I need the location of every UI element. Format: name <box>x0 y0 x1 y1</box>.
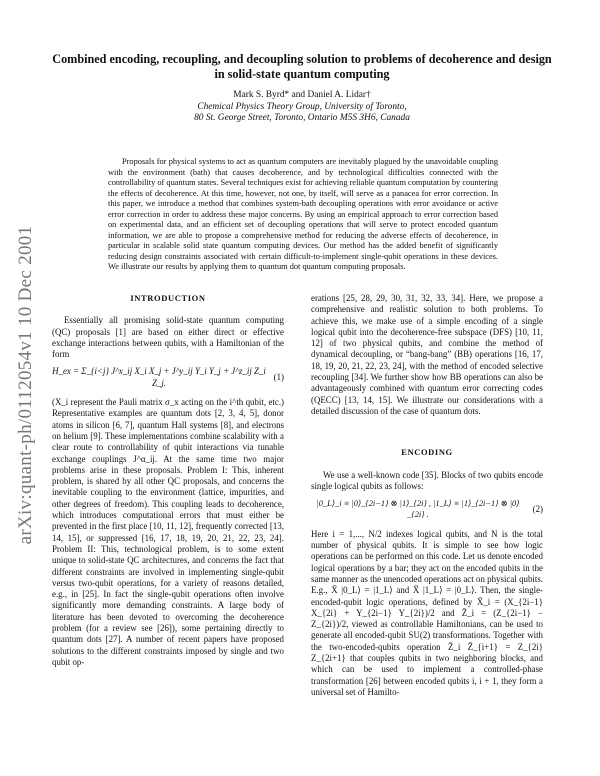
author-block <box>52 90 552 125</box>
equation-2-number: (2) <box>532 503 543 514</box>
section-heading-encoding: ENCODING <box>401 447 453 458</box>
intro-paragraph-1: Essentially all promising solid-state quantum computing (QC) proposals [1] are based on either direct or effective exchange interactions between qubits, with a Hamiltonian of the form <box>52 315 284 360</box>
abstract: Proposals for physical systems to act as quantum computers are inevitably plagued by the unavoidable coupling with the environment (bath) that causes decoherence, and by technological difficulties connected with the controllability of quantum states. Several techniques exist for achieving reliable quantum computation by countering the effects of decoherence. At this time, however, not one, by itself, will serve as a panacea for error correction. In this paper, we introduce a method that combines system-bath decoupling operations with error avoidance or active error correction in order to address these major concerns. By using an empirical approach to error correction based on experimental data, and an efficient set of decoupling operations that will serve to protect encoded quantum information, we are able to propose a comprehensive method for reducing the adverse effects of decoherence, in particular in scalable solid state quantum computing devices. Our method has the added benefit of significantly reducing design constraints associated with certain difficult-to-implement single-qubit operations in these devices. We illustrate our results by applying them to quantum dot quantum computing proposals. <box>108 157 498 272</box>
equation-1 <box>52 366 284 389</box>
section-heading-introduction: INTRODUCTION <box>130 293 206 303</box>
encoding-paragraph-1: We use a well-known code [35]. Blocks of two qubits encode single logical qubits as follows: <box>311 469 543 491</box>
paper-title: Combined encoding, recoupling, and decoupling solution to problems of decoherence and design in solid-state quantum computing <box>52 52 552 81</box>
arxiv-identifier: arXiv:quant-ph/0112054v1 10 Dec 2001 <box>15 225 36 545</box>
equation-2 <box>311 498 543 521</box>
left-column <box>52 293 284 668</box>
equation-2-body: |0_L⟩_i ≡ |0⟩_{2i−1} ⊗ |1⟩_{2i} , |1_L⟩ ≡ |1⟩_{2i−1} ⊗ |0⟩_{2i} . <box>316 499 520 520</box>
encoding-paragraph-2: Here i = 1,..., N/2 indexes logical qubits, and N is the total number of physical qubits. It is simple to see how logic operations can be performed on this code. Let us denote encoded logical operations by a bar; they act on the encoded qubits in the same manner as the unencoded operations act on physical qubits. E.g., X̄ |0_L⟩ = |1_L⟩ and X̄ |1_L⟩ = |0_L⟩. Then, the single-encoded-qubit logic operations, defined by X̄_i = (X_{2i−1} X_{2i} + Y_{2i−1} Y_{2i})/2 and Z̄_i = (Z_{2i−1} − Z_{2i})/2, viewed as controllable Hamiltonians, can be used to generate all encoded-qubit SU(2) transformations. Together with the two-encoded-qubits operation Z̄_i Z̄_{i+1} = Z_{2i} Z_{2i+1} that couples qubits in two neighboring blocks, and which can be used to implement a controlled-phase transformation [26] between encoded qubits i, i + 1, they form a universal set of Hamilto- <box>311 528 543 697</box>
arxiv-side-label <box>6 175 46 595</box>
affiliation-line-2: 80 St. George Street, Toronto, Ontario M5S 3H6, Canada <box>194 113 410 123</box>
equation-1-body: H_ex = Σ_{i<j} J^x_ij X_i X_j + J^y_ij Y_i Y_j + J^z_ij Z_i Z_j. <box>52 366 266 388</box>
author-names: Mark S. Byrd* and Daniel A. Lidar† <box>233 90 371 100</box>
intro-paragraph-continued: erations [25, 28, 29, 30, 31, 32, 33, 34]. Here, we propose a comprehensive and realistic solution to both problems. To achieve this, we make use of a simple encoding of a single logical qubit into the decoherence-free subspace (DFS) [10, 11, 12] of two physical qubits, and combine the method of dynamical decoupling, or “bang-bang” (BB) operations [16, 17, 18, 19, 20, 21, 22, 23, 24], with the method of encoded selective recoupling [34]. We further show how BB operations can also be advantageously combined with quantum error correcting codes (QECC) [13, 14, 15]. We illustrate our considerations with a detailed discussion of the case of quantum dots. <box>311 293 543 416</box>
equation-1-number: (1) <box>273 372 284 383</box>
intro-paragraph-2: (X_i represent the Pauli matrix σ_x acting on the i^th qubit, etc.) Representative examples are quantum dots [2, 3, 4, 5], donor atoms in silicon [6, 7], quantum Hall systems [8], and electrons on helium [9]. These implementations combine scalability with a clear route to controllability of qubit interactions via tunable exchange couplings J^α_ij. At the same time two major problems arise in these proposals. Problem I: This, inherent problem, is shared by all other QC proposals, and concerns the inevitable coupling to the environment (lattice, impurities, and other degrees of freedom). This coupling leads to decoherence, which introduces computational errors that must either be prevented in the first place [10, 11, 12], frequently corrected [13, 14, 15], or suppressed [16, 17, 18, 19, 20, 21, 22, 23, 24]. Problem II: This, technological problem, is to some extent unique to solid-state QC architectures, and concerns the fact that different constraints are involved in implementing single-qubit versus two-qubit operations, for a variety of reasons detailed, e.g., in [25]. In fact the single-qubit operations often involve significantly more demanding constraints. A large body of literature has been devoted to overcoming the decoherence problem (for a review see [26]), some pertaining directly to quantum dots [27]. A number of recent papers have proposed solutions to the different constraints imposed by single and two qubit op- <box>52 397 284 667</box>
right-column <box>311 293 543 698</box>
affiliation-line-1: Chemical Physics Theory Group, University of Toronto, <box>197 101 407 112</box>
